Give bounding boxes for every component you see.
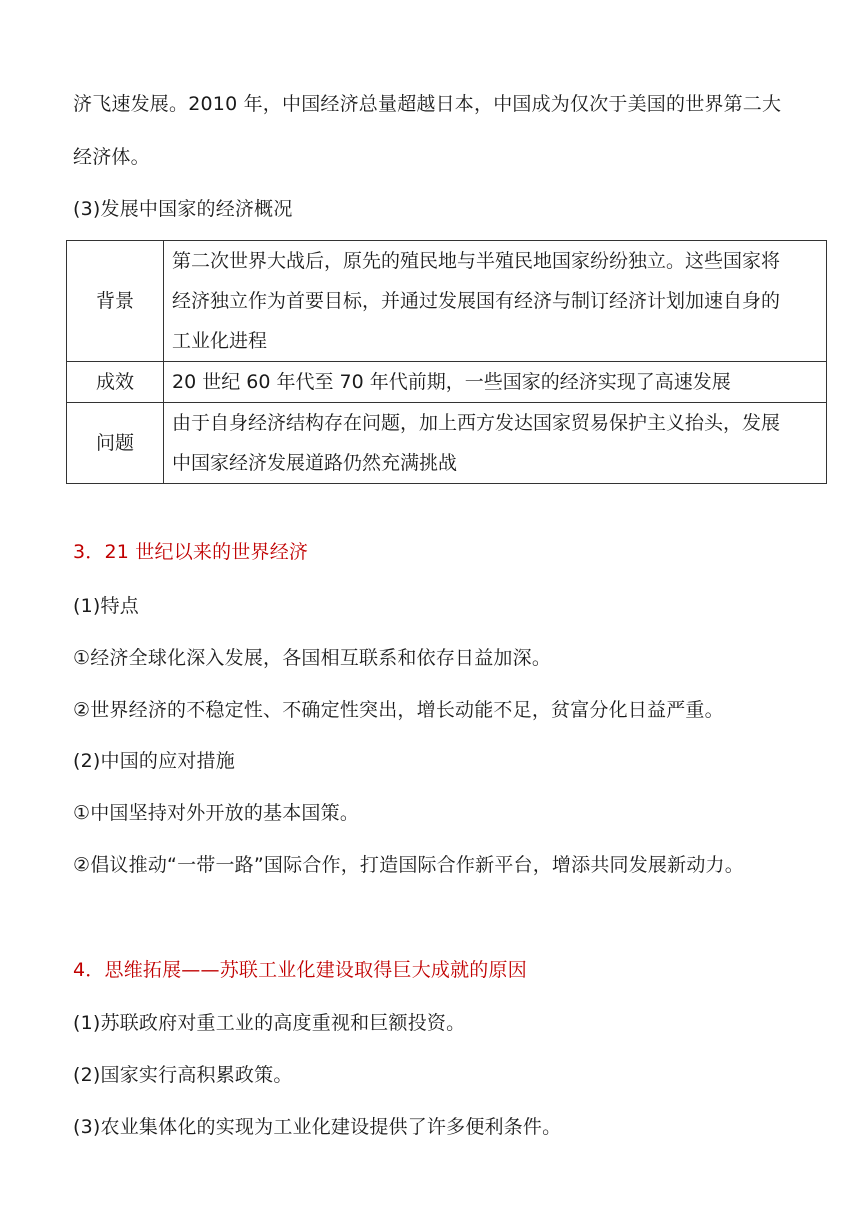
table-row-content xyxy=(164,403,827,484)
content-line: 中国家经济发展道路仍然充满挑战 xyxy=(172,452,458,474)
content-line: 经济独立作为首要目标，并通过发展国有经济与制订经济计划加速自身的 xyxy=(172,290,781,312)
list-item: ①中国坚持对外开放的基本国策。 xyxy=(73,802,360,824)
subsection-title-features: (1)特点 xyxy=(73,595,139,617)
intro-line-1: 济飞速发展。2010 年，中国经济总量超越日本，中国成为仅次于美国的世界第二大 xyxy=(73,93,782,115)
content-line: 第二次世界大战后，原先的殖民地与半殖民地国家纷纷独立。这些国家将 xyxy=(172,250,781,272)
subsection-title-developing-countries: (3)发展中国家的经济概况 xyxy=(73,198,293,220)
list-item: (3)农业集体化的实现为工业化建设提供了许多便利条件。 xyxy=(73,1116,562,1138)
intro-line-2: 经济体。 xyxy=(73,146,150,168)
table-row xyxy=(67,362,827,403)
list-item: ②世界经济的不稳定性、不确定性突出，增长动能不足，贫富分化日益严重。 xyxy=(73,699,724,721)
table-row-label: 问题 xyxy=(67,403,164,484)
list-item: (2)国家实行高积累政策。 xyxy=(73,1064,293,1086)
content-line: 由于自身经济结构存在问题，加上西方发达国家贸易保护主义抬头，发展 xyxy=(172,412,781,434)
table-row-content xyxy=(164,362,827,403)
subsection-title-china-measures: (2)中国的应对措施 xyxy=(73,750,235,772)
developing-economy-table xyxy=(66,240,827,484)
table-row-label: 背景 xyxy=(67,241,164,362)
list-item: (1)苏联政府对重工业的高度重视和巨额投资。 xyxy=(73,1012,466,1034)
content-line: 20 世纪 60 年代至 70 年代前期，一些国家的经济实现了高速发展 xyxy=(172,371,731,393)
table-row-label: 成效 xyxy=(67,362,164,403)
table-row-content xyxy=(164,241,827,362)
table-row xyxy=(67,403,827,484)
list-item: ②倡议推动“一带一路”国际合作，打造国际合作新平台，增添共同发展新动力。 xyxy=(73,854,744,876)
list-item: ①经济全球化深入发展，各国相互联系和依存日益加深。 xyxy=(73,647,552,669)
section-heading-21st-century-economy: 3．21 世纪以来的世界经济 xyxy=(73,541,309,563)
section-heading-thinking-expansion: 4．思维拓展——苏联工业化建设取得巨大成就的原因 xyxy=(73,959,527,981)
content-line: 工业化进程 xyxy=(172,330,268,352)
table-row xyxy=(67,241,827,362)
